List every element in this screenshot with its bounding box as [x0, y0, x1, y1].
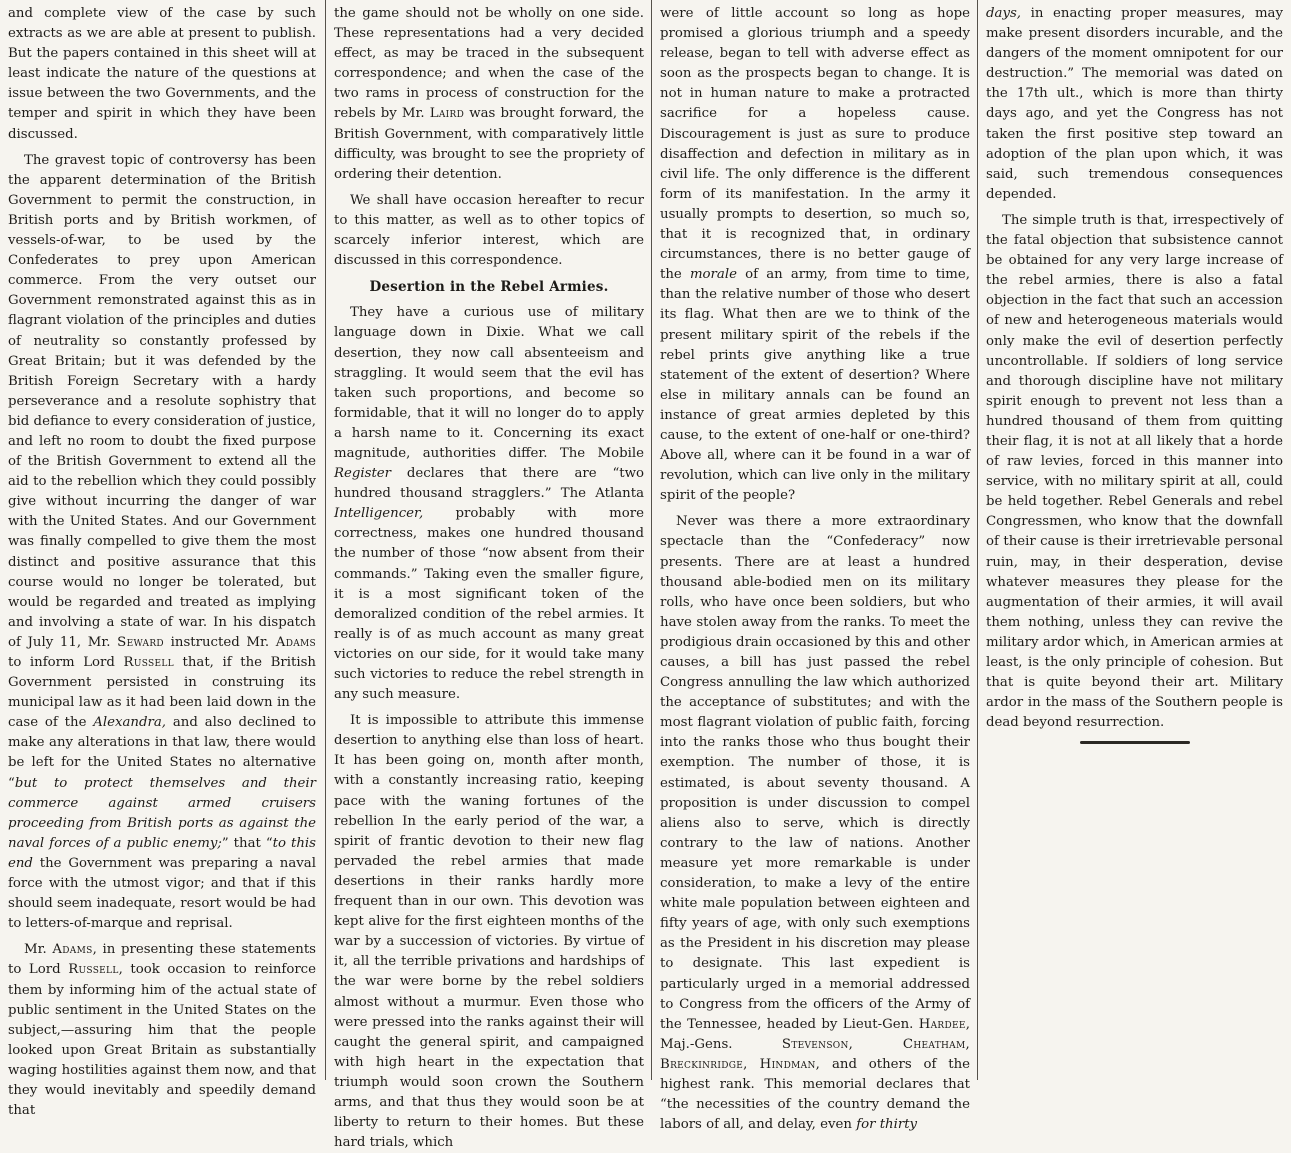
- paragraph: [660, 512, 970, 1135]
- name-small-caps: Hardee: [918, 1016, 966, 1032]
- text-run: probably with more correctness, makes one hundred thousand the number of those “now absent from their commands.” Taking even the smaller figure, it is a most significant token of the demoralized condition of the rebel armies. It really is of as much account as many great victories on our side, for it would take many such victories to reduce the rebel strength in any such measure.: [334, 506, 644, 703]
- text-run: Mr.: [23, 942, 53, 958]
- text-column-4: [980, 0, 1289, 1080]
- article-headline: Desertion in the Rebel Armies.: [369, 279, 609, 296]
- name-small-caps: Russell: [123, 655, 174, 670]
- text-run: were of little account so long as hope promised a glorious triumph and a speedy release, began to tell with adverse effect as soon as the prospects began to change. It is not in human nature to make a protracted sacrifice for a hopeless cause. Discouragement is just as sure to produce disaffection and defection in military as in civil life. The only difference is the different form of its manifestation. In the army it usually prompts to desertion, so much so, that it is recognized that, in ordinary circumstances, there is no better gauge of the: [660, 6, 970, 283]
- text-column-1: [2, 0, 322, 1119]
- column-rule: [651, 0, 652, 1080]
- text-run: Never was there a more extraordinary spectacle than the “Confederacy” now presents. There are at least a hundred thousand able-bodied men on its military rolls, who have once been soldiers, but who have stolen away from the ranks. To meet the prodigious drain occasioned by this and other causes, a bill has just passed the rebel Congress annulling the law which authorized the acceptance of substitutes; and with the most flagrant violation of public faith, forcing into the ranks those who thus bought their exemption. The number of those, it is estimated, is about seventy thousand. A proposition is under discussion to compel aliens also to serve, which is directly contrary to the law of nations. Another measure yet more remarkable is under consideration, to make a levy of the entire white male population between eighteen and fifty years of age, with only such exemptions as the President in his discretion may please to designate. This last expedient is particularly urged in a memorial addressed to Congress from the officers of the Army of the Tennessee, headed by Lieut-Gen.: [660, 514, 970, 1032]
- text-run: that, if the British Government persisted in construing its municipal law as it had been laid down in the case of the: [8, 655, 316, 731]
- name-small-caps: Russell: [68, 962, 119, 978]
- column-rule: [977, 0, 978, 1080]
- paragraph-continued: [660, 4, 970, 506]
- paragraph: [334, 711, 644, 1153]
- text-column-2: [328, 0, 650, 1151]
- text-run: the Government was preparing a naval force with the utmost vigor; and that if this should seem inadequate, resort would be had to letters-of-marque and reprisal.: [8, 855, 316, 932]
- text-run: and also declined to make any alterations in that law, there would be left for the United States no alternative “: [8, 715, 317, 791]
- text-run: , in presenting these statements to Lord: [8, 942, 316, 978]
- paragraph: [8, 151, 316, 935]
- text-run: declares that there are “two hundred thousand stragglers.” The Atlanta: [334, 466, 644, 502]
- text-run: The gravest topic of controversy has been the apparent determination of the British Government to permit the construction, in British ports and by British workmen, of vessels-of-war, to be used by the Confederates to prey upon American commerce. From the very outset our Government remonstrated against this as in flagrant violation of the principles and duties of neutrality so constantly professed by Great Britain; but it was defended by the British Foreign Secretary with a hardy perseverance and a resolute sophistry that bid defiance to every consideration of justice, and left no room to doubt the fixed purpose of the British Government to extend all the aid to the rebellion which they could possibly give without incurring the danger of war with the United States. And our Government was finally compelled to give them the most distinct and positive assurance that this course would no longer be tolerated, but would be regarded and treated as implying and involving a state of war. In his dispatch of July 11, Mr.: [8, 152, 316, 650]
- name-small-caps: Adams: [52, 942, 93, 958]
- text-run: , took occasion to reinforce them by informing him of the actual state of public sentiment in the United States on the subject,—assuring him that the people looked upon Great Britain as substantially waging hostilities against them now, and that they would inevitably and speedily demand that: [8, 962, 316, 1119]
- text-run: They have a curious use of military language down in Dixie. What we call desertion, they now call absenteeism and straggling. It would seem that the evil has taken such proportions, and become so formidable, that it will no longer do to apply a harsh name to it. Concerning its exact magnitude, authorities differ. The Mobile: [334, 305, 644, 461]
- italic-text: but to protect themselves and their commerce against armed cruisers proceeding from British ports as against the naval forces of a public enemy;: [8, 775, 316, 851]
- paragraph: [986, 211, 1283, 733]
- article-end-rule: [1080, 741, 1190, 744]
- italic-text: Alexandra,: [93, 715, 167, 731]
- text-run: of an army, from time to time, than the relative number of those who desert its flag. What then are we to think of the present military spirit of the rebels if the rebel prints give anything like a true statement of the extent of desertion? Where else in military annals can be found an instance of great armies depleted by this cause, to the extent of one-half or one-third? Above all, where can it be found in a war of revolution, which can live only in the military spirit of the people?: [660, 267, 970, 504]
- text-run: and others of the highest rank. This memorial declares that “the necessities of the country demand the labors of all, and delay, even: [660, 1056, 971, 1133]
- text-run: ” that “: [221, 835, 273, 851]
- paragraph-continued: [8, 4, 316, 145]
- italic-text: for thirty: [856, 1117, 918, 1133]
- paragraph-continued: [334, 4, 644, 185]
- italic-text: Register: [334, 466, 392, 482]
- text-run: was brought forward, the British Government, with comparatively little difficulty, was brought to see the propriety of ordering their detention.: [334, 106, 644, 182]
- name-small-caps: Adams: [275, 634, 316, 650]
- text-run: We shall have occasion hereafter to recur to this matter, as well as to other topics of scarcely inferior interest, which are discussed in this correspondence.: [334, 192, 644, 269]
- text-run: to inform Lord: [8, 655, 124, 670]
- text-run: the game should not be wholly on one side. These representations had a very decided effect, as may be traced in the subsequent correspondence; and when the case of the two rams in process of construction for the rebels by Mr.: [334, 6, 644, 122]
- text-column-3: [654, 0, 976, 1133]
- text-run: and complete view of the case by such extracts as we are able at present to publish. But the papers contained in this sheet will at least indicate the nature of the questions at issue between the two Governments, and the temper and spirit in which they have been discussed.: [8, 6, 316, 142]
- paragraph: [8, 940, 316, 1121]
- text-run: The simple truth is that, irrespectively of the fatal objection that subsistence cannot be obtained for any very large increase of the rebel armies, there is also a fatal objection in the fact that such an accession of new and heterogeneous materials would only make the evil of desertion perfectly uncontrollable. If soldiers of long service and thorough discipline have not military spirit enough to prevent not less than a hundred thousand of them from quitting their flag, it is not at all likely that a horde of raw levies, forced in this manner into service, with no military spirit at all, could be held together. Rebel Generals and rebel Congressmen, who know that the downfall of their cause is their irretrievable personal ruin, may, in their desperation, devise whatever measures they please for the augmentation of their armies, it will avail them nothing, unless they can revive the military ardor which, in American armies at least, is the only principle of cohesion. But that is quite beyond their art. Military ardor in the mass of the Southern people is dead beyond resurrection.: [986, 212, 1283, 731]
- column-rule: [325, 0, 326, 1080]
- name-small-caps: Laird: [429, 106, 465, 122]
- paragraph: [334, 303, 644, 705]
- italic-text: days,: [986, 6, 1022, 21]
- text-run: instructed Mr.: [163, 634, 276, 650]
- text-run: , Maj.-Gens.: [660, 1016, 970, 1052]
- text-run: It is impossible to attribute this immense desertion to anything else than loss of heart. It has been going on, month after month, with a constantly increasing ratio, keeping pace with the waning fortunes of the rebellion In the early period of the war, a spirit of frantic devotion to their new flag pervaded the rebel armies that made desertions in their ranks hardly more frequent than in our own. This devotion was kept alive for the first eighteen months of the war by a succession of victories. By virtue of it, all the terrible privations and hardships of the war were borne by the rebel soldiers almost without a murmur. Even those who were pressed into the ranks against their will caught the general spirit, and campaigned with high heart in the expectation that triumph would soon crown the Southern arms, and that thus they would soon be at liberty to return to their homes. But these hard trials, which: [334, 713, 644, 1151]
- name-small-caps: Seward: [117, 634, 164, 650]
- italic-text: Intelligencer,: [334, 506, 424, 522]
- italic-text: morale: [689, 267, 737, 283]
- name-small-caps: Stevenson, Cheatham, Breckinridge, Hindman,: [660, 1036, 970, 1072]
- text-run: in enacting proper measures, may make present disorders incurable, and the dangers of the moment omnipotent for our destruction.” The memorial was dated on the 17th ult., which is more than thirty days ago, and yet the Congress has not taken the first positive step toward an adoption of the plan upon which, it was said, such tremendous consequences depended.: [986, 6, 1283, 202]
- paragraph: [334, 191, 644, 271]
- paragraph-continued: [986, 4, 1283, 205]
- italic-text: to this end: [8, 835, 317, 871]
